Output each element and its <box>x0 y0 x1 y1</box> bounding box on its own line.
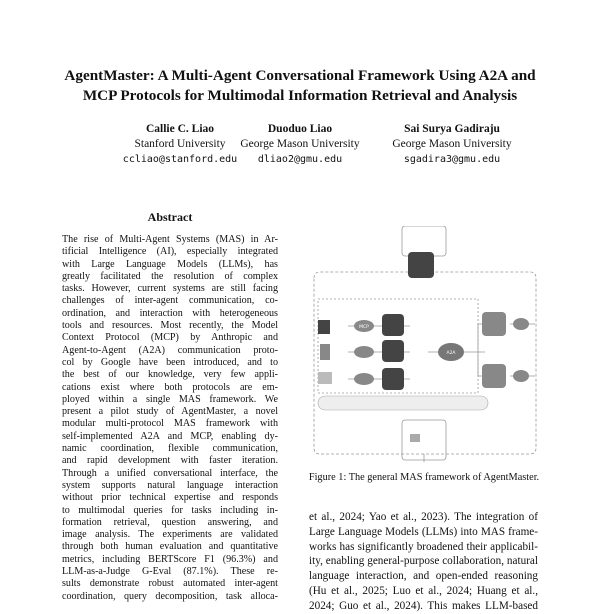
text-line: LLM-as-a-Judge G-Eval (87.1%). These re- <box>62 566 278 578</box>
author-affiliation: George Mason University <box>392 138 512 150</box>
author-name: Duoduo Liao <box>267 123 333 135</box>
database-icon <box>318 320 330 334</box>
text-line: to multimodal queries for tasks including in- <box>62 504 278 516</box>
image-thumbnail <box>410 434 420 442</box>
text-line: formation retrieval, question answering, and <box>62 516 278 528</box>
text-line: self-implemented A2A and MCP, enabling dy- <box>62 430 278 442</box>
a2a-label: A2A <box>446 351 456 356</box>
author-email[interactable]: dliao2@gmu.edu <box>257 154 343 165</box>
agent-icon <box>382 368 404 390</box>
agent-icon <box>382 340 404 362</box>
text-line: coordination, query decomposition, task alloca- <box>62 590 278 602</box>
text-line: cations exist where both protocols are em- <box>62 381 278 393</box>
text-line: the best of our knowledge, very few appli- <box>62 369 278 381</box>
text-line: language interaction, and open-ended reasoning <box>309 570 538 583</box>
mcp-node <box>513 370 529 382</box>
text-line: present a pilot study of AgentMaster, a novel <box>62 406 278 418</box>
title-line-2: MCP Protocols for Multimodal Information Retrieval and Analysis <box>82 87 518 104</box>
text-line: system supports natural language interaction <box>62 479 278 491</box>
text-line: with Large Language Models (LLMs), has <box>62 258 278 270</box>
text-line: image analysis. The experiments are validated <box>62 529 278 541</box>
text-line: col by Google have been introduced, and to <box>62 356 278 368</box>
author-affiliation: Stanford University <box>134 138 226 150</box>
agent-icon <box>482 364 506 388</box>
text-line: Through a unified conversational interface, the <box>62 467 278 479</box>
image-icon <box>318 372 332 384</box>
text-line: Large Language Models (LLMs) into MAS frame- <box>309 525 538 538</box>
figure-framework-diagram <box>310 226 538 462</box>
author-name: Callie C. Liao <box>145 123 215 135</box>
paper-title <box>40 66 560 106</box>
agent-icon <box>382 314 404 336</box>
text-line: sults demonstrate robust automated inter-agent <box>62 578 278 590</box>
figure-caption: Figure 1: The general MAS framework of AgentMaster. <box>308 472 540 483</box>
mcp-node <box>513 318 529 330</box>
abstract-text <box>62 234 278 603</box>
text-line: ordination, and interaction with heterogeneous <box>62 307 278 319</box>
text-line: The rise of Multi-Agent Systems (MAS) in Ar- <box>62 234 278 245</box>
text-line: metrics, including BERTScore F1 (96.3%) and <box>62 553 278 565</box>
document-icon <box>320 344 330 360</box>
text-line: modular multi-protocol MAS framework with <box>62 418 278 430</box>
abstract-heading: Abstract <box>147 210 193 224</box>
text-line: ity, enabling general-purpose collaboration, natural <box>309 555 538 568</box>
mcp-label: MCP <box>359 325 369 330</box>
memory-bar <box>318 396 488 410</box>
text-line: et al., 2024; Yao et al., 2023). The integration of <box>309 511 538 523</box>
text-line: tools and resources. Most recently, the Model <box>62 320 278 332</box>
text-line: 2024; Guo et al., 2024). This makes LLM-based <box>309 599 538 612</box>
author-name: Sai Surya Gadiraju <box>404 123 500 135</box>
text-line: (Hu et al., 2025; Luo et al., 2024; Huang et al., <box>309 584 538 597</box>
text-line: namic coordination, flexible communication, <box>62 443 278 455</box>
text-line: tificial Intelligence (AI), especially integrated <box>62 246 278 258</box>
text-line: challenges of inter-agent communication, co- <box>62 295 278 307</box>
text-line: Agent-to-Agent (A2A) communication proto- <box>62 344 278 356</box>
text-line: and rapid development with faster iteration. <box>62 455 278 467</box>
text-line: works has significantly broadened their applicabil- <box>309 540 538 553</box>
body-text <box>309 510 538 614</box>
agent-icon <box>482 312 506 336</box>
author-email[interactable]: sgadira3@gmu.edu <box>403 154 501 165</box>
text-line: ployed within a single MAS framework. We <box>62 393 278 405</box>
author-3 <box>362 122 542 167</box>
title-line-1: AgentMaster: A Multi-Agent Conversational Framework Using A2A and <box>64 67 536 84</box>
text-line: greatly facilitated the resolution of complex <box>62 270 278 282</box>
text-line: Context Protocol (MCP) by Anthropic and <box>62 332 278 344</box>
chat-window-top <box>402 226 446 256</box>
author-email[interactable]: ccliao@stanford.edu <box>122 154 238 165</box>
text-line: tasks. However, current systems are still facing <box>62 283 278 295</box>
text-line: without prior technical expertise and responds <box>62 492 278 504</box>
mcp-node <box>354 346 374 358</box>
author-affiliation: George Mason University <box>240 138 360 150</box>
text-line: through both human evaluation and quantitative <box>62 541 278 553</box>
master-agent-icon <box>408 252 434 278</box>
mcp-node <box>354 373 374 385</box>
